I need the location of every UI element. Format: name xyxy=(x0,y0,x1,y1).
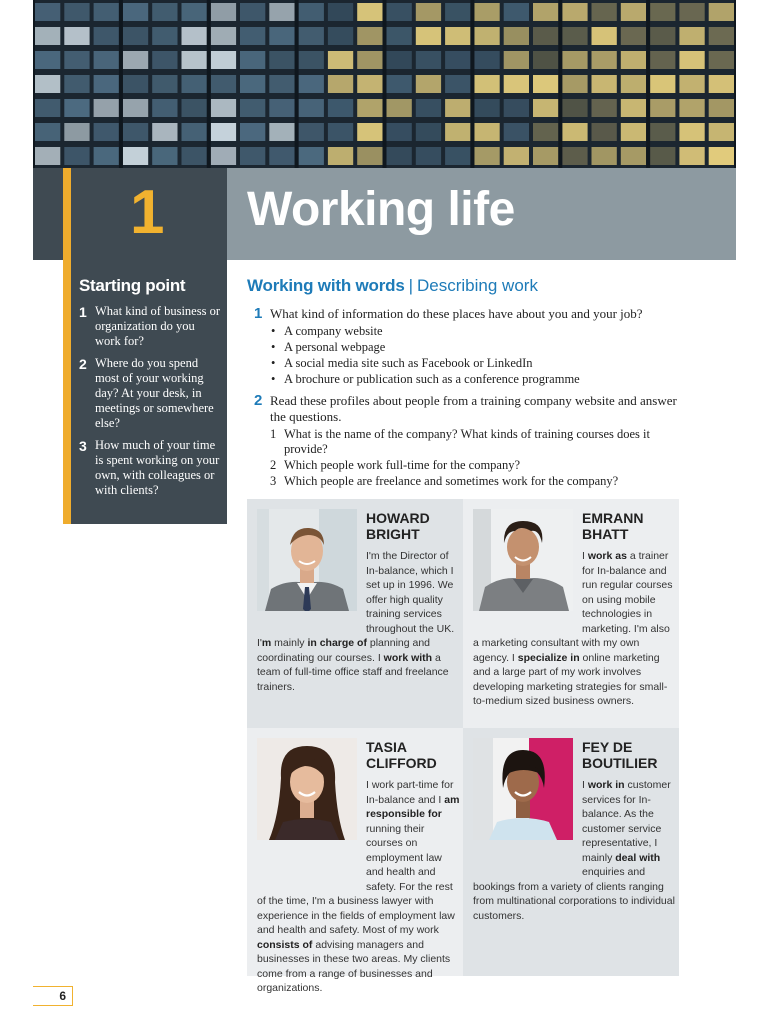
text-segment: advising managers and businesses in these two areas. My clients come from a range of businesses and organizations. xyxy=(257,938,451,994)
building-facade-image xyxy=(33,0,736,168)
text-segment: I'm the Director of In-balance, which I set up in 1996. We offer high quality training services throughout the UK. I' xyxy=(257,550,455,649)
item-number: 3 xyxy=(79,438,87,454)
building-window xyxy=(269,147,294,165)
building-window xyxy=(182,3,207,21)
text-wrap-spacer xyxy=(473,549,582,623)
building-window xyxy=(533,99,558,117)
building-window xyxy=(445,123,470,141)
building-window xyxy=(621,123,646,141)
building-window xyxy=(152,147,177,165)
building-window xyxy=(416,3,441,21)
item-text: What is the name of the company? What kinds of training courses does it provide? xyxy=(284,427,650,456)
building-window xyxy=(94,3,119,21)
building-window xyxy=(94,147,119,165)
building-window xyxy=(650,75,675,93)
building-window xyxy=(562,75,587,93)
building-window xyxy=(474,99,499,117)
profile-text xyxy=(473,778,677,923)
building-window xyxy=(709,75,734,93)
text-segment: planning and coordinating our courses. I xyxy=(257,637,431,664)
building-window xyxy=(533,123,558,141)
question-list xyxy=(270,427,694,489)
profile-name xyxy=(582,510,676,542)
profile-name-line-2: BRIGHT xyxy=(366,526,420,542)
building-window xyxy=(211,99,236,117)
building-window xyxy=(152,99,177,117)
building-window xyxy=(709,27,734,45)
section-heading-separator: | xyxy=(408,276,414,295)
text-segment: I work part-time for In-balance and I xyxy=(366,779,454,806)
building-window xyxy=(416,147,441,165)
building-window xyxy=(240,147,265,165)
building-window xyxy=(504,27,529,45)
building-window xyxy=(445,99,470,117)
building-window xyxy=(123,3,148,21)
section-heading-sub: Describing work xyxy=(417,276,538,295)
profile-name-line-1: FEY DE xyxy=(582,739,633,755)
text-segment: a team of full-time office staff and freelance trainers. xyxy=(257,651,449,693)
building-window xyxy=(35,3,60,21)
building-window xyxy=(35,27,60,45)
building-mullion xyxy=(734,0,736,168)
building-window xyxy=(592,123,617,141)
building-window xyxy=(357,99,382,117)
key-phrase: in charge of xyxy=(307,637,367,649)
building-window xyxy=(64,27,89,45)
profile-howard-bright xyxy=(247,499,463,728)
building-mullion xyxy=(383,0,387,168)
profile-name xyxy=(582,739,676,771)
profiles-grid xyxy=(247,499,679,994)
building-window xyxy=(182,75,207,93)
building-window xyxy=(152,51,177,69)
profile-name xyxy=(366,739,460,771)
building-window xyxy=(182,123,207,141)
building-window xyxy=(269,99,294,117)
key-phrase: deal with xyxy=(615,851,661,864)
building-window xyxy=(445,75,470,93)
building-window xyxy=(269,3,294,21)
item-text: How much of your time is spent working on your own, with colleagues or with clients? xyxy=(95,438,220,497)
building-window xyxy=(152,27,177,45)
building-window xyxy=(240,99,265,117)
text-segment: a trainer for In-balance and run regular courses on using mobile technologies in marketing. I'm also a marketing consultant with my own agency. I xyxy=(473,550,673,664)
building-window xyxy=(35,99,60,117)
building-mullion xyxy=(470,0,474,168)
building-mullion xyxy=(295,0,299,168)
building-window xyxy=(269,75,294,93)
building-window xyxy=(328,99,353,117)
building-window xyxy=(562,147,587,165)
building-window xyxy=(621,99,646,117)
building-window xyxy=(269,27,294,45)
section-heading xyxy=(247,276,717,296)
building-window xyxy=(299,51,324,69)
building-window xyxy=(474,3,499,21)
key-phrase: m xyxy=(261,637,272,649)
item-number: 2 xyxy=(270,458,277,472)
building-window xyxy=(562,3,587,21)
profile-fey-de-boutilier xyxy=(463,728,679,976)
building-window xyxy=(357,123,382,141)
building-window xyxy=(445,3,470,21)
profile-name-line-2: CLIFFORD xyxy=(366,755,437,771)
key-phrase: consists of xyxy=(257,938,313,951)
exercise-question: Read these profiles about people from a training company website and answer the questions. xyxy=(270,393,677,424)
building-window xyxy=(94,75,119,93)
building-window xyxy=(562,99,587,117)
building-window xyxy=(592,147,617,165)
building-window xyxy=(679,123,704,141)
building-window xyxy=(679,75,704,93)
building-window xyxy=(504,3,529,21)
building-window xyxy=(64,75,89,93)
building-window xyxy=(182,51,207,69)
building-window xyxy=(123,51,148,69)
building-window xyxy=(387,75,412,93)
building-window xyxy=(357,147,382,165)
item-number: 1 xyxy=(79,304,87,320)
building-window xyxy=(123,99,148,117)
starting-point-item xyxy=(79,438,223,498)
building-window xyxy=(269,51,294,69)
building-mullion xyxy=(558,0,562,168)
profile-name-line-1: EMRANN xyxy=(582,510,644,526)
building-window xyxy=(416,51,441,69)
unit-number: 1 xyxy=(130,178,165,247)
building-window xyxy=(621,27,646,45)
building-window xyxy=(445,27,470,45)
item-text: What kind of business or organization do you work for? xyxy=(95,304,220,348)
building-window xyxy=(299,75,324,93)
building-window xyxy=(474,51,499,69)
building-window xyxy=(621,147,646,165)
item-number: 2 xyxy=(79,356,87,372)
building-window xyxy=(357,51,382,69)
building-window xyxy=(650,123,675,141)
bullet-list xyxy=(270,323,694,387)
building-window xyxy=(123,75,148,93)
building-window xyxy=(474,147,499,165)
profile-name-line-1: TASIA xyxy=(366,739,407,755)
building-window xyxy=(562,123,587,141)
building-window xyxy=(445,147,470,165)
building-window xyxy=(35,75,60,93)
building-window xyxy=(269,123,294,141)
building-window xyxy=(621,75,646,93)
item-text: Which people work full-time for the company? xyxy=(284,458,521,472)
building-window xyxy=(621,51,646,69)
building-window xyxy=(504,147,529,165)
building-window xyxy=(240,123,265,141)
building-window xyxy=(416,27,441,45)
item-text: Which people are freelance and sometimes work for the company? xyxy=(284,474,619,488)
building-window xyxy=(240,51,265,69)
list-item xyxy=(270,427,694,457)
building-mullion xyxy=(33,0,35,168)
list-item xyxy=(270,458,694,473)
exercise-1 xyxy=(254,306,694,387)
building-window xyxy=(592,3,617,21)
building-window xyxy=(211,51,236,69)
building-window xyxy=(709,99,734,117)
building-window xyxy=(650,147,675,165)
key-phrase: work in xyxy=(587,779,625,791)
building-window xyxy=(64,51,89,69)
building-window xyxy=(35,51,60,69)
building-window xyxy=(592,75,617,93)
building-window xyxy=(152,123,177,141)
building-window xyxy=(504,99,529,117)
building-window xyxy=(152,75,177,93)
building-window xyxy=(387,3,412,21)
profile-name-line-2: BHATT xyxy=(582,526,629,542)
key-phrase: am responsible for xyxy=(366,793,460,820)
building-window xyxy=(240,3,265,21)
building-window xyxy=(64,99,89,117)
list-item: • A social media site such as Facebook or LinkedIn xyxy=(270,355,694,371)
building-window xyxy=(709,147,734,165)
building-window xyxy=(35,123,60,141)
exercise-number: 1 xyxy=(254,305,263,322)
text-segment: mainly xyxy=(271,637,308,649)
exercise-2 xyxy=(254,393,694,490)
profile-tasia-clifford xyxy=(247,728,463,994)
building-window xyxy=(299,147,324,165)
building-window xyxy=(533,147,558,165)
exercise-number: 2 xyxy=(254,392,263,409)
building-window xyxy=(592,51,617,69)
starting-point-item xyxy=(79,356,223,431)
building-window xyxy=(504,75,529,93)
building-window xyxy=(533,27,558,45)
key-phrase: specialize in xyxy=(517,651,580,664)
building-window xyxy=(211,27,236,45)
building-window xyxy=(387,51,412,69)
building-window xyxy=(152,3,177,21)
building-window xyxy=(387,99,412,117)
item-text: Where do you spend most of your working day? At your desk, in meetings or somewhere else? xyxy=(95,356,214,430)
item-number: 3 xyxy=(270,474,277,488)
building-window xyxy=(182,147,207,165)
building-window xyxy=(94,123,119,141)
building-mullion xyxy=(207,0,211,168)
text-segment: customer services for In-balance. As the customer service representative, I mainly xyxy=(582,779,671,864)
building-window xyxy=(299,3,324,21)
building-window xyxy=(504,51,529,69)
building-window xyxy=(709,51,734,69)
text-segment: running their courses on employment law and health and safety. For the rest of the time, I'm a business lawyer with experience in the fields of employment law and health and safety. Most of my work xyxy=(257,822,455,936)
building-window xyxy=(621,3,646,21)
building-window xyxy=(504,123,529,141)
text-segment: enquiries and bookings from a variety of clients ranging from multinational corporations to individual customers. xyxy=(473,866,675,922)
building-window xyxy=(35,147,60,165)
unit-title-band xyxy=(33,168,736,260)
list-item xyxy=(270,474,694,489)
building-window xyxy=(299,99,324,117)
building-window xyxy=(474,123,499,141)
building-window xyxy=(328,75,353,93)
text-wrap-spacer xyxy=(257,778,366,880)
building-window xyxy=(679,3,704,21)
building-window xyxy=(211,3,236,21)
building-window xyxy=(679,51,704,69)
building-window xyxy=(592,99,617,117)
building-window xyxy=(211,147,236,165)
page-number: 6 xyxy=(33,986,73,1006)
building-window xyxy=(592,27,617,45)
profile-emrann-bhatt xyxy=(463,499,679,728)
building-window xyxy=(94,51,119,69)
building-window xyxy=(416,75,441,93)
building-window xyxy=(474,75,499,93)
building-window xyxy=(562,27,587,45)
profile-text xyxy=(257,549,461,694)
building-window xyxy=(94,27,119,45)
building-window xyxy=(562,51,587,69)
profile-name-line-2: BOUTILIER xyxy=(582,755,658,771)
accent-stripe xyxy=(63,168,71,524)
starting-point-heading: Starting point xyxy=(79,276,186,295)
building-window xyxy=(328,123,353,141)
section-heading-main: Working with words xyxy=(247,276,405,295)
list-item: • A company website xyxy=(270,323,694,339)
starting-point-panel xyxy=(71,260,227,524)
building-window xyxy=(64,123,89,141)
building-window xyxy=(387,27,412,45)
building-window xyxy=(650,27,675,45)
building-window xyxy=(416,99,441,117)
text-wrap-spacer xyxy=(257,549,366,623)
building-window xyxy=(64,3,89,21)
building-window xyxy=(650,99,675,117)
building-window xyxy=(679,27,704,45)
text-segment: I xyxy=(582,550,588,562)
profile-name-line-1: HOWARD xyxy=(366,510,430,526)
building-window xyxy=(299,123,324,141)
building-window xyxy=(474,27,499,45)
list-item: • A personal webpage xyxy=(270,339,694,355)
building-window xyxy=(328,3,353,21)
building-window xyxy=(416,123,441,141)
building-window xyxy=(94,99,119,117)
key-phrase: work with xyxy=(383,651,433,664)
text-segment: I xyxy=(582,779,588,791)
building-window xyxy=(299,27,324,45)
building-window xyxy=(240,75,265,93)
building-window xyxy=(709,123,734,141)
building-window xyxy=(650,3,675,21)
building-window xyxy=(357,3,382,21)
building-window xyxy=(533,3,558,21)
building-window xyxy=(357,27,382,45)
profile-text xyxy=(473,549,677,709)
building-window xyxy=(182,27,207,45)
building-window xyxy=(328,147,353,165)
profile-name xyxy=(366,510,460,542)
text-wrap-spacer xyxy=(473,778,582,866)
list-item: • A brochure or publication such as a conference programme xyxy=(270,371,694,387)
building-window xyxy=(123,27,148,45)
building-window xyxy=(533,51,558,69)
starting-point-item xyxy=(79,304,223,349)
profile-text xyxy=(257,778,461,996)
building-window xyxy=(679,147,704,165)
building-window xyxy=(445,51,470,69)
exercise-question: What kind of information do these places have about you and your job? xyxy=(270,306,643,321)
unit-title: Working life xyxy=(247,183,515,236)
building-window xyxy=(679,99,704,117)
building-window xyxy=(709,3,734,21)
building-window xyxy=(123,147,148,165)
building-window xyxy=(211,123,236,141)
building-window xyxy=(387,123,412,141)
building-window xyxy=(533,75,558,93)
building-window xyxy=(240,27,265,45)
hero-building-photo xyxy=(33,0,736,168)
building-mullion xyxy=(646,0,650,168)
building-window xyxy=(328,27,353,45)
building-window xyxy=(357,75,382,93)
building-window xyxy=(64,147,89,165)
building-window xyxy=(123,123,148,141)
text-segment: online marketing and a large part of my work involves developing marketing strategies for small-to-medium sized business owners. xyxy=(473,651,668,707)
item-number: 1 xyxy=(270,427,277,441)
building-window xyxy=(182,99,207,117)
key-phrase: work as xyxy=(587,550,627,562)
building-window xyxy=(387,147,412,165)
building-window xyxy=(211,75,236,93)
building-mullion xyxy=(119,0,123,168)
building-window xyxy=(328,51,353,69)
building-window xyxy=(650,51,675,69)
